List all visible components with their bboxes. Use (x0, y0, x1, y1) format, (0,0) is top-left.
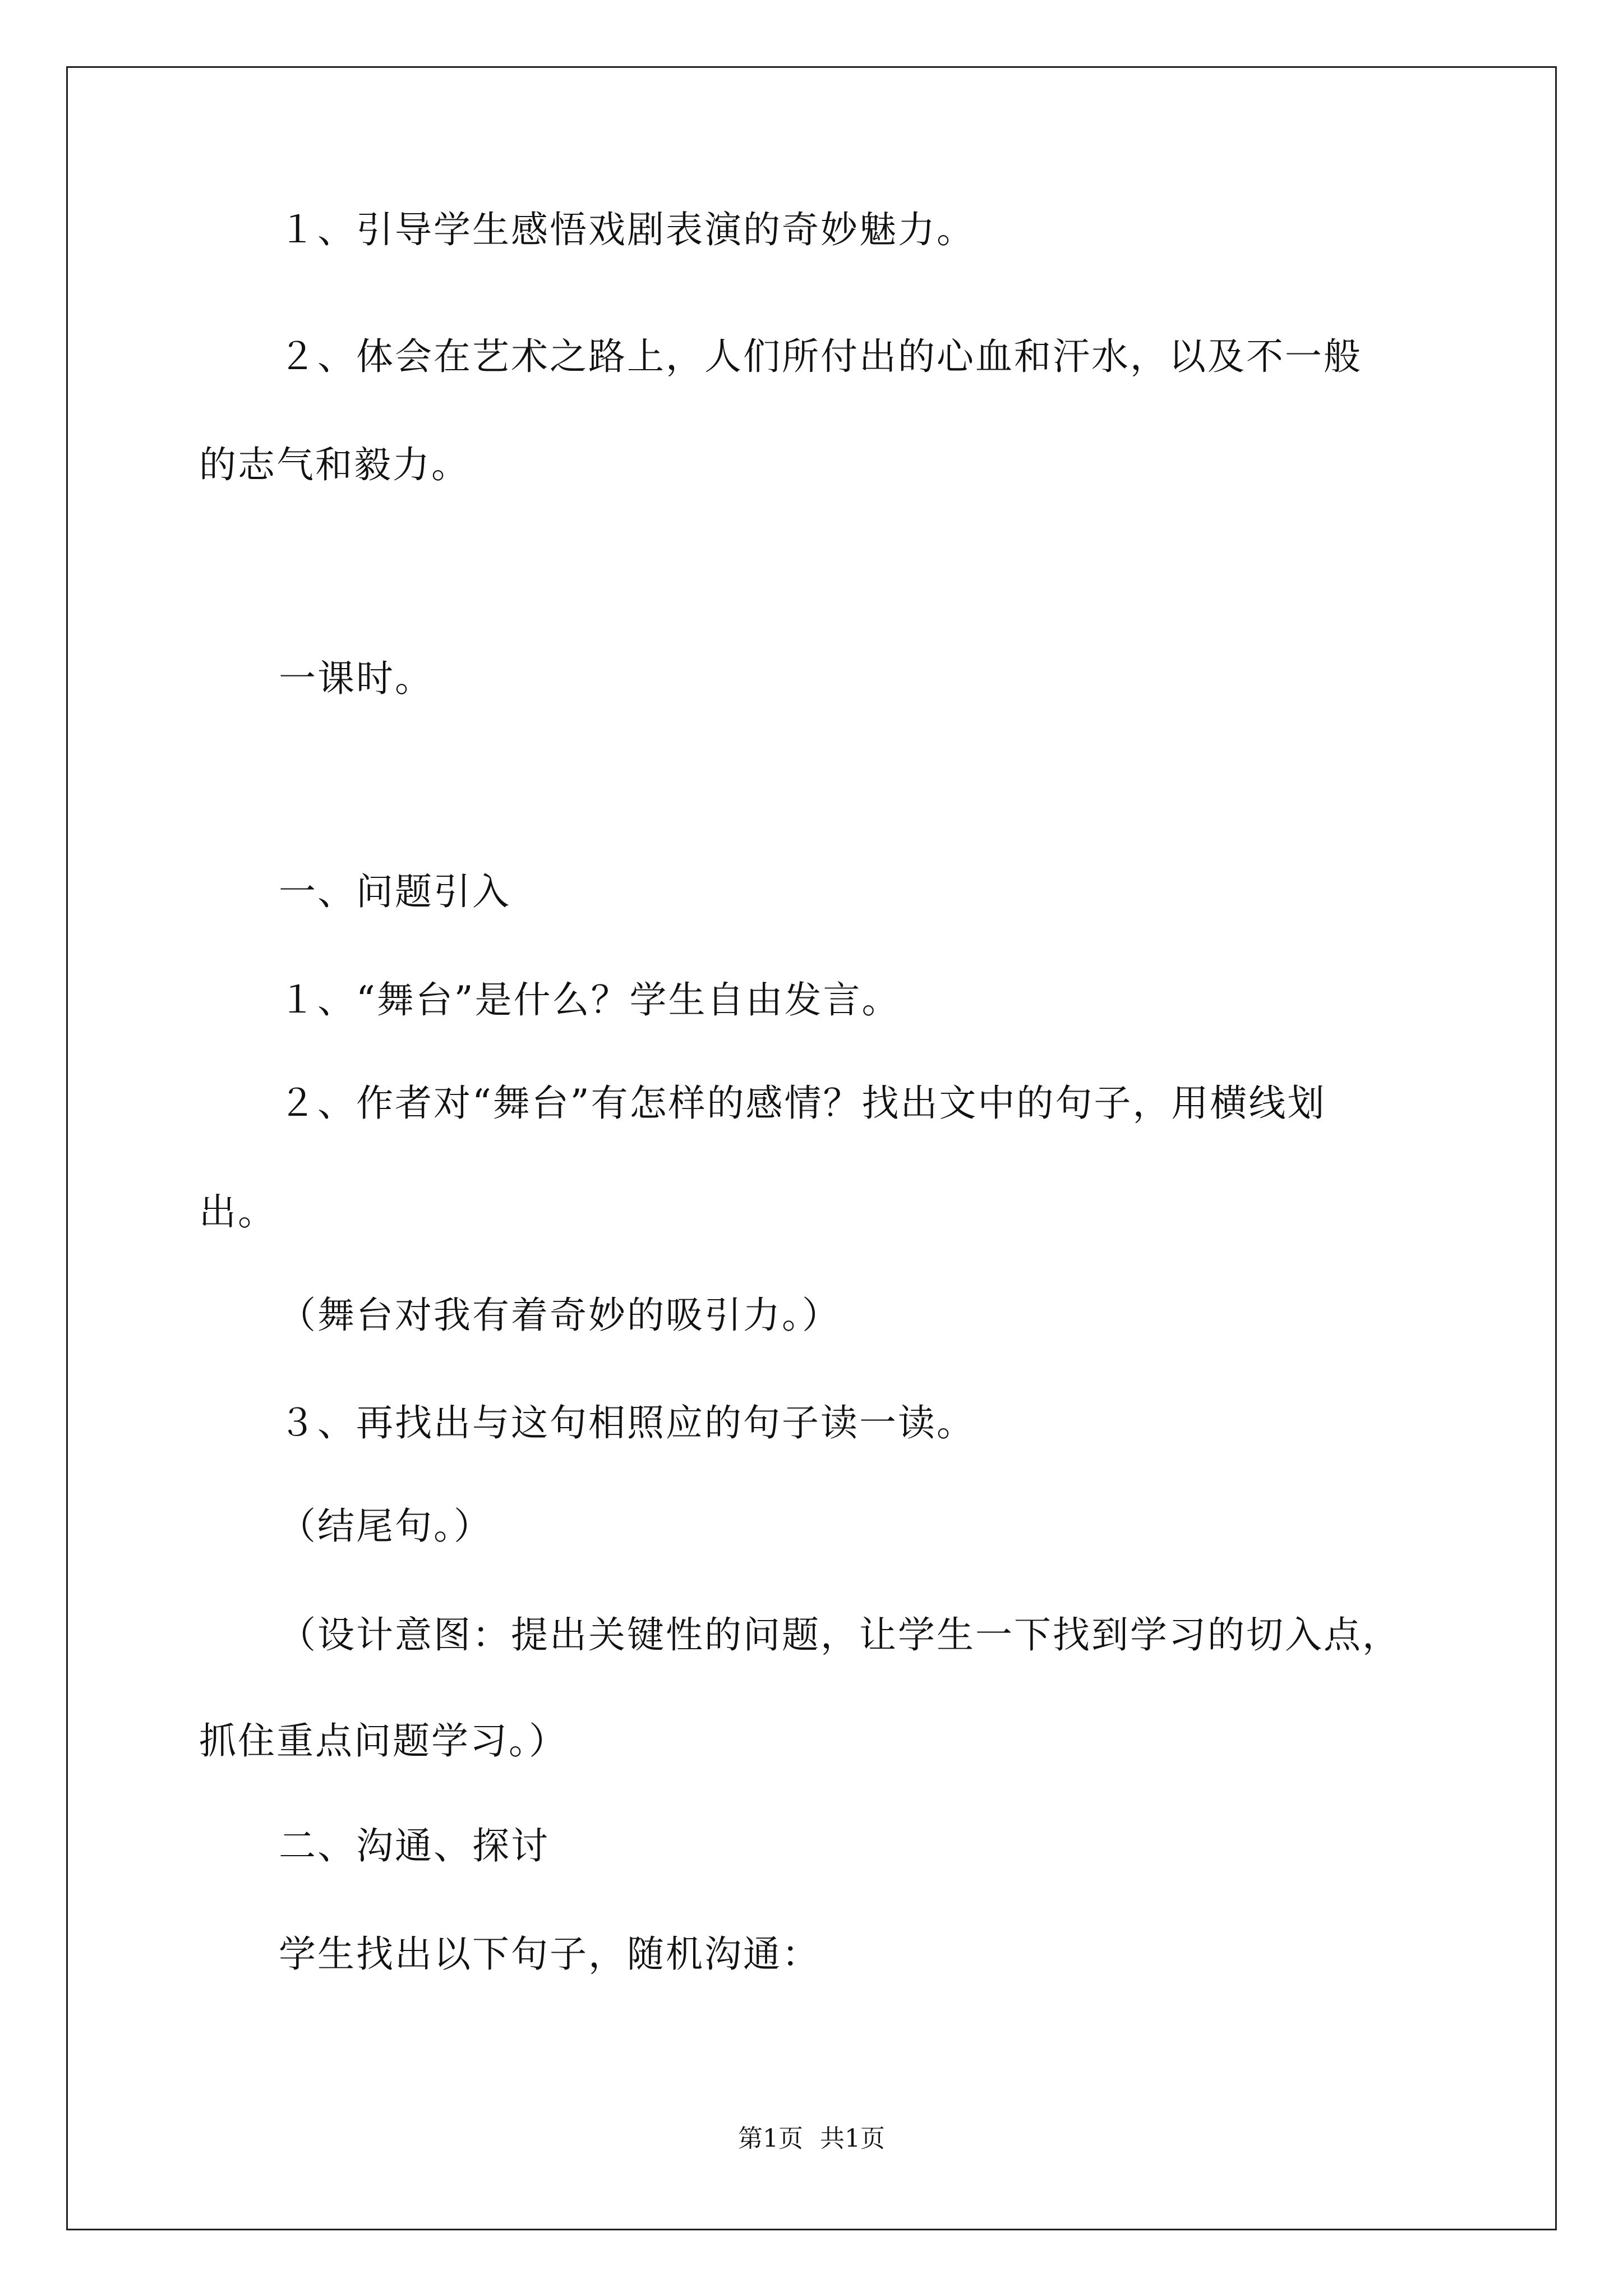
paragraph-line: ２、作者对“舞台”有怎样的感情？找出文中的句子，用横线划 (279, 1082, 1326, 1125)
paragraph-line: （舞台对我有着奇妙的吸引力。） (279, 1294, 841, 1337)
paragraph-line: １、“舞台”是什么？学生自由发言。 (279, 978, 901, 1022)
section-heading: 一、问题引入 (279, 870, 511, 913)
paragraph-line: 抓住重点问题学习。） (199, 1719, 568, 1763)
paragraph-line: 的志气和毅力。 (199, 443, 470, 486)
paragraph-line: （设计意图：提出关键性的问题，让学生一下找到学习的切入点， (279, 1613, 1401, 1657)
page-footer (0, 2123, 1623, 2155)
paragraph-line: （结尾句。） (279, 1504, 492, 1548)
page-border (66, 66, 1557, 2230)
page-total: 共1页 (820, 2124, 885, 2153)
paragraph-line: 出。 (199, 1190, 276, 1234)
paragraph-line: ２、体会在艺术之路上，人们所付出的心血和汗水，以及不一般 (279, 335, 1362, 378)
paragraph-line: 一课时。 (279, 657, 434, 700)
paragraph-line: ３、再找出与这句相照应的句子读一读。 (279, 1401, 975, 1444)
section-heading: 二、沟通、探讨 (279, 1824, 550, 1867)
paragraph-line: 学生找出以下句子，随机沟通： (279, 1932, 820, 1976)
paragraph-line: １、引导学生感悟戏剧表演的奇妙魅力。 (279, 208, 975, 251)
page-number: 第1页 (738, 2124, 803, 2153)
